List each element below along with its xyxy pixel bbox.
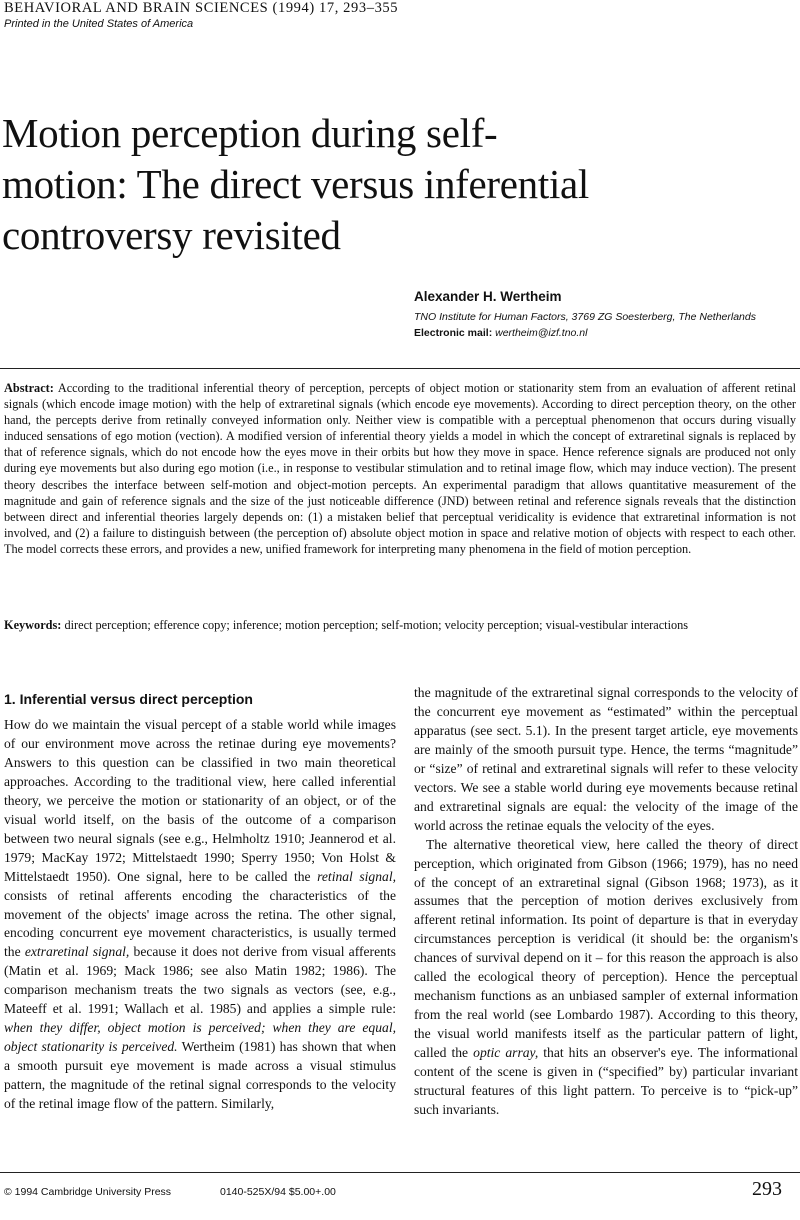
abstract-text: According to the traditional inferential theory of perception, percepts of object motion or stationarity stem from an evaluation of afferent retinal signals (which encode image motion) with the help of extraretinal signals (which encode eye movements). According to direct perception theory, on the other hand, the percepts derive from retinally conveyed information only. Neither view is compatible with a perceptual phenomenon that occurs during visually induced sensations of ego motion (vection). A modified version of inferential theory yields a model in which the concept of extraretinal signals is replaced by that of reference signals, which do not encode how the eyes move in their orbits but how they move in space. Hence reference signals are produced not only during eye movements but also during ego motion (i.e., in response to vestibular stimulation and to retinal image flow, which may induce vection). The present theory describes the interface between self-motion and object-motion percepts. An experimental paradigm that allows quantitative measurement of the magnitude and gain of reference signals and the size of the just noticeable difference (JND) between retinal and reference signals reveals that the distinction between direct and inferential theories largely depends on: (1) a mistaken belief that perceptual veridicality is evidence that extraretinal information is not involved, and (2) a failure to distinguish between (the perception of) absolute object motion in space and relative motion of objects with respect to each other. The model corrects these errors, and provides a new, unified framework for interpreting many phenomena in the field of motion perception. bbox=[4, 381, 796, 556]
body-text: How do we maintain the visual percept of a stable world while images of our environment move across the retinae during eye movements? Answers to this question can be classified in two main theoretical approaches. According to the traditional view, here called inferential theory, we perceive the motion or stationarity of an object, or of the visual world itself, on the basis of the outcome of a comparison between two neural signals (see e.g., Helmholtz 1910; Jeannerod et al. 1979; MacKay 1972; Mittelstaedt 1990; Sperry 1950; Von Holst & Mittelstaedt 1950). One signal, here to be called the bbox=[4, 717, 396, 884]
body-paragraph bbox=[4, 716, 396, 1114]
email-label: Electronic mail: bbox=[414, 327, 493, 339]
emphasis-text: extraretinal signal, bbox=[24, 944, 130, 960]
body-paragraph: the magnitude of the extraretinal signal corresponds to the velocity of the concurrent eye movement as “estimated” within the perceptual apparatus (see sect. 5.1). In the present target article, eye movements are mainly of the smooth pursuit type. Hence, the terms “magnitude” or “size” of retinal and extraretinal signals will refer to these velocity vectors. We see a stable world during eye movements because retinal and extraretinal signals are equal: the velocity of the image of the world across the retinae equals the velocity of the eyes. bbox=[414, 685, 798, 833]
copyright: © 1994 Cambridge University Press bbox=[4, 1186, 172, 1198]
printed-note: Printed in the United States of America bbox=[4, 18, 194, 30]
footer bbox=[4, 1186, 382, 1198]
body-right-column bbox=[414, 684, 798, 1120]
emphasis-text: when they differ, object motion is perceived; when they are equal, object stationarity is perceived. bbox=[4, 1020, 396, 1055]
emphasis-text: optic array, bbox=[473, 1045, 539, 1061]
issn-code: 0140-525X/94 $5.00+.00 bbox=[219, 1186, 336, 1198]
author-affiliation: TNO Institute for Human Factors, 3769 ZG Soesterberg, The Netherlands bbox=[414, 311, 756, 323]
abstract bbox=[4, 380, 796, 557]
footer-rule bbox=[0, 1172, 800, 1173]
keywords-text: direct perception; efference copy; inference; motion perception; self-motion; velocity perception; visual-vestibular interactions bbox=[64, 618, 689, 632]
body-text: consists of retinal afferents encoding the characteristics of the movement of the objects' image across the retina. The other signal, encoding concurrent eye movement characteristics, is usually termed the bbox=[4, 887, 396, 960]
body-left-column bbox=[4, 716, 396, 1114]
abstract-top-rule bbox=[0, 368, 800, 369]
body-text: because it does not derive from visual afferents (Matin et al. 1969; Mack 1986; see also Matin 1982; 1986). The comparison mechanism treats the two signals as vectors (see, e.g., Mateeff et al. 1991; Wallach et al. 1985) and applies a simple rule: bbox=[4, 944, 396, 1017]
body-text: The alternative theoretical view, here called the theory of direct perception, which originated from Gibson (1966; 1979), has no need of the concept of an extraretinal signal (Gibson 1968; 1973), as it assumes that the perception of motion derives exclusively from afferent retinal information. Its point of departure is that in everyday circumstances perception is veridical (it should be: the organism's chances of survival depend on it – for this reason the approach is also called the ecological theory of perception). Hence the perceptual mechanism functions as an unbiased sampler of external information from the real world (see Lombardo 1987). According to this theory, the visual world manifests itself as the particular pattern of light, called the bbox=[414, 836, 798, 1061]
emphasis-text: retinal signal, bbox=[317, 868, 396, 884]
abstract-label: Abstract: bbox=[4, 381, 54, 395]
body-text: Wertheim (1981) has shown that when a smooth pursuit eye movement is made across a visual stimulus pattern, the magnitude of the retinal signal corresponds to the velocity of the retinal image flow of the pattern. Similarly, bbox=[4, 1039, 396, 1112]
body-text: that hits an observer's eye. The informational content of the scene is given in (“specified” by) particular invariant structural features of this light pattern. To perceive is to “pick-up” such invariants. bbox=[414, 1045, 799, 1117]
body-paragraph bbox=[414, 836, 798, 1120]
page-number: 293 bbox=[752, 1178, 782, 1200]
keywords bbox=[4, 617, 796, 633]
section-heading: 1. Inferential versus direct perception bbox=[4, 691, 253, 707]
keywords-label: Keywords: bbox=[4, 618, 62, 632]
journal-header: BEHAVIORAL AND BRAIN SCIENCES (1994) 17, 293–355 bbox=[4, 0, 399, 16]
author-email bbox=[414, 327, 587, 339]
email-address: wertheim@izf.tno.nl bbox=[495, 327, 588, 339]
article-title: Motion perception during self-motion: The direct versus inferential controversy revisited bbox=[2, 110, 590, 258]
author-name: Alexander H. Wertheim bbox=[414, 289, 562, 304]
